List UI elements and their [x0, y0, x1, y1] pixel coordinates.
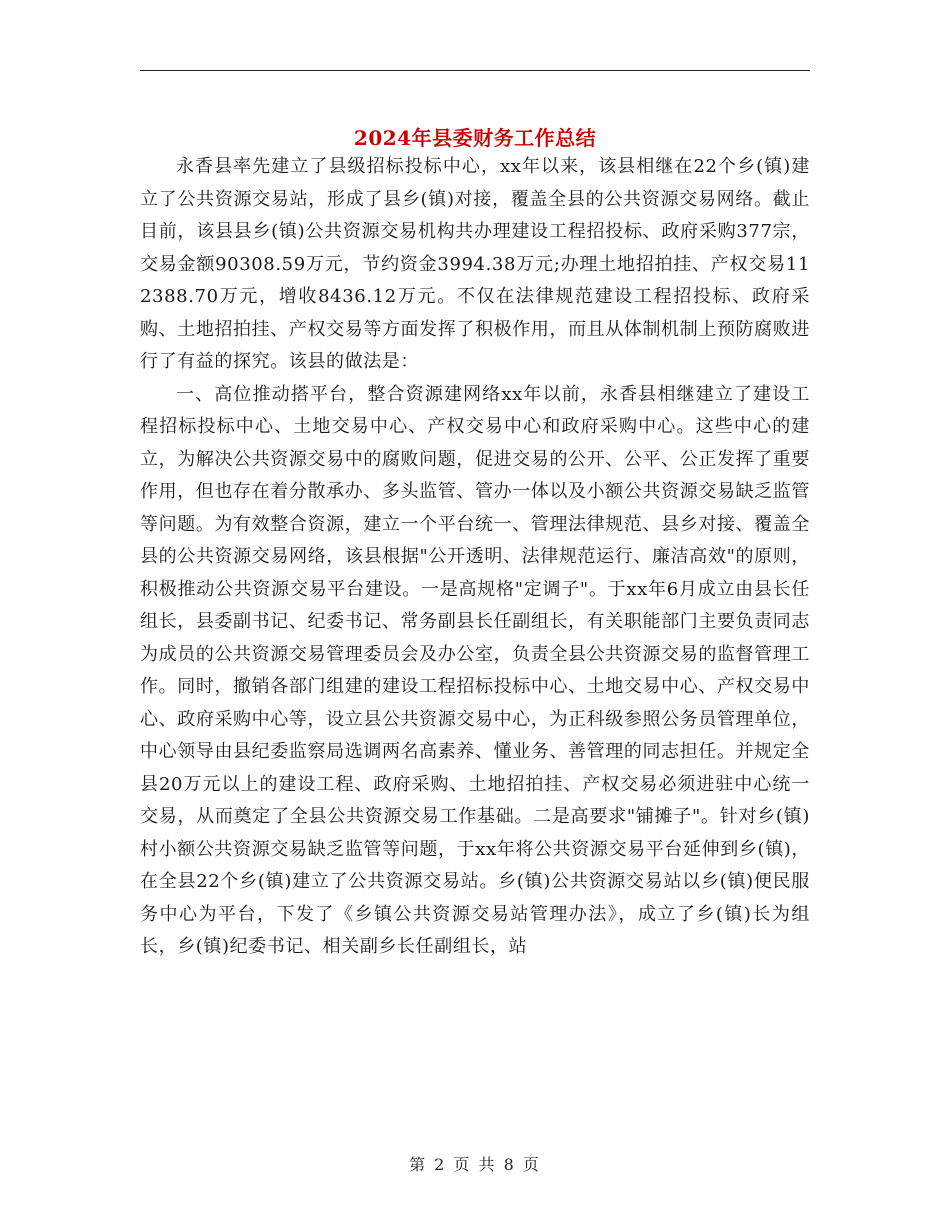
page-number-footer: 第 2 页 共 8 页 [409, 1155, 541, 1174]
document-body [140, 151, 810, 964]
paragraph-section-one: 一、高位推动搭平台，整合资源建网络xx年以前，永香县相继建立了建设工程招标投标中心、土地交易中心、产权交易中心和政府采购中心。这些中心的建立，为解决公共资源交易中的腐败问题，促进交易的公开、公平、公正发挥了重要作用，但也存在着分散承办、多头监管、管办一体以及小额公共资源交易缺乏监管等问题。为有效整合资源，建立一个平台统一、管理法律规范、县乡对接、覆盖全县的公共资源交易网络，该县根据"公开透明、法律规范运行、廉洁高效"的原则，积极推动公共资源交易平台建设。一是高规格"定调子"。于xx年6月成立由县长任组长，县委副书记、纪委书记、常务副县长任副组长，有关职能部门主要负责同志为成员的公共资源交易管理委员会及办公室，负责全县公共资源交易的监督管理工作。同时，撤销各部门组建的建设工程招标投标中心、土地交易中心、产权交易中心、政府采购中心等，设立县公共资源交易中心，为正科级参照公务员管理单位，中心领导由县纪委监察局选调两名高素养、懂业务、善管理的同志担任。并规定全县20万元以上的建设工程、政府采购、土地招拍挂、产权交易必须进驻中心统一交易，从而奠定了全县公共资源交易工作基础。二是高要求"铺摊子"。针对乡(镇)村小额公共资源交易缺乏监管等问题，于xx年将公共资源交易平台延伸到乡(镇)，在全县22个乡(镇)建立了公共资源交易站。乡(镇)公共资源交易站以乡(镇)便民服务中心为平台，下发了《乡镇公共资源交易站管理办法》，成立了乡(镇)长为组长，乡(镇)纪委书记、相关副乡长任副组长，站 [140, 383, 810, 957]
header-rule [140, 70, 810, 71]
document-title: 2024年县委财务工作总结 [353, 126, 597, 151]
paragraph-intro: 永香县率先建立了县级招标投标中心，xx年以来，该县相继在22个乡(镇)建立了公共资源交易站，形成了县乡(镇)对接，覆盖全县的公共资源交易网络。截止目前，该县县乡(镇)公共资源交易机构共办理建设工程招投标、政府采购377宗，交易金额90308.59万元，节约资金3994.38万元;办理土地招拍挂、产权交易112388.70万元，增收8436.12万元。不仅在法律规范建设工程招投标、政府采购、土地招拍挂、产权交易等方面发挥了积极作用，而且从体制机制上预防腐败进行了有益的探究。该县的做法是： [140, 156, 810, 372]
